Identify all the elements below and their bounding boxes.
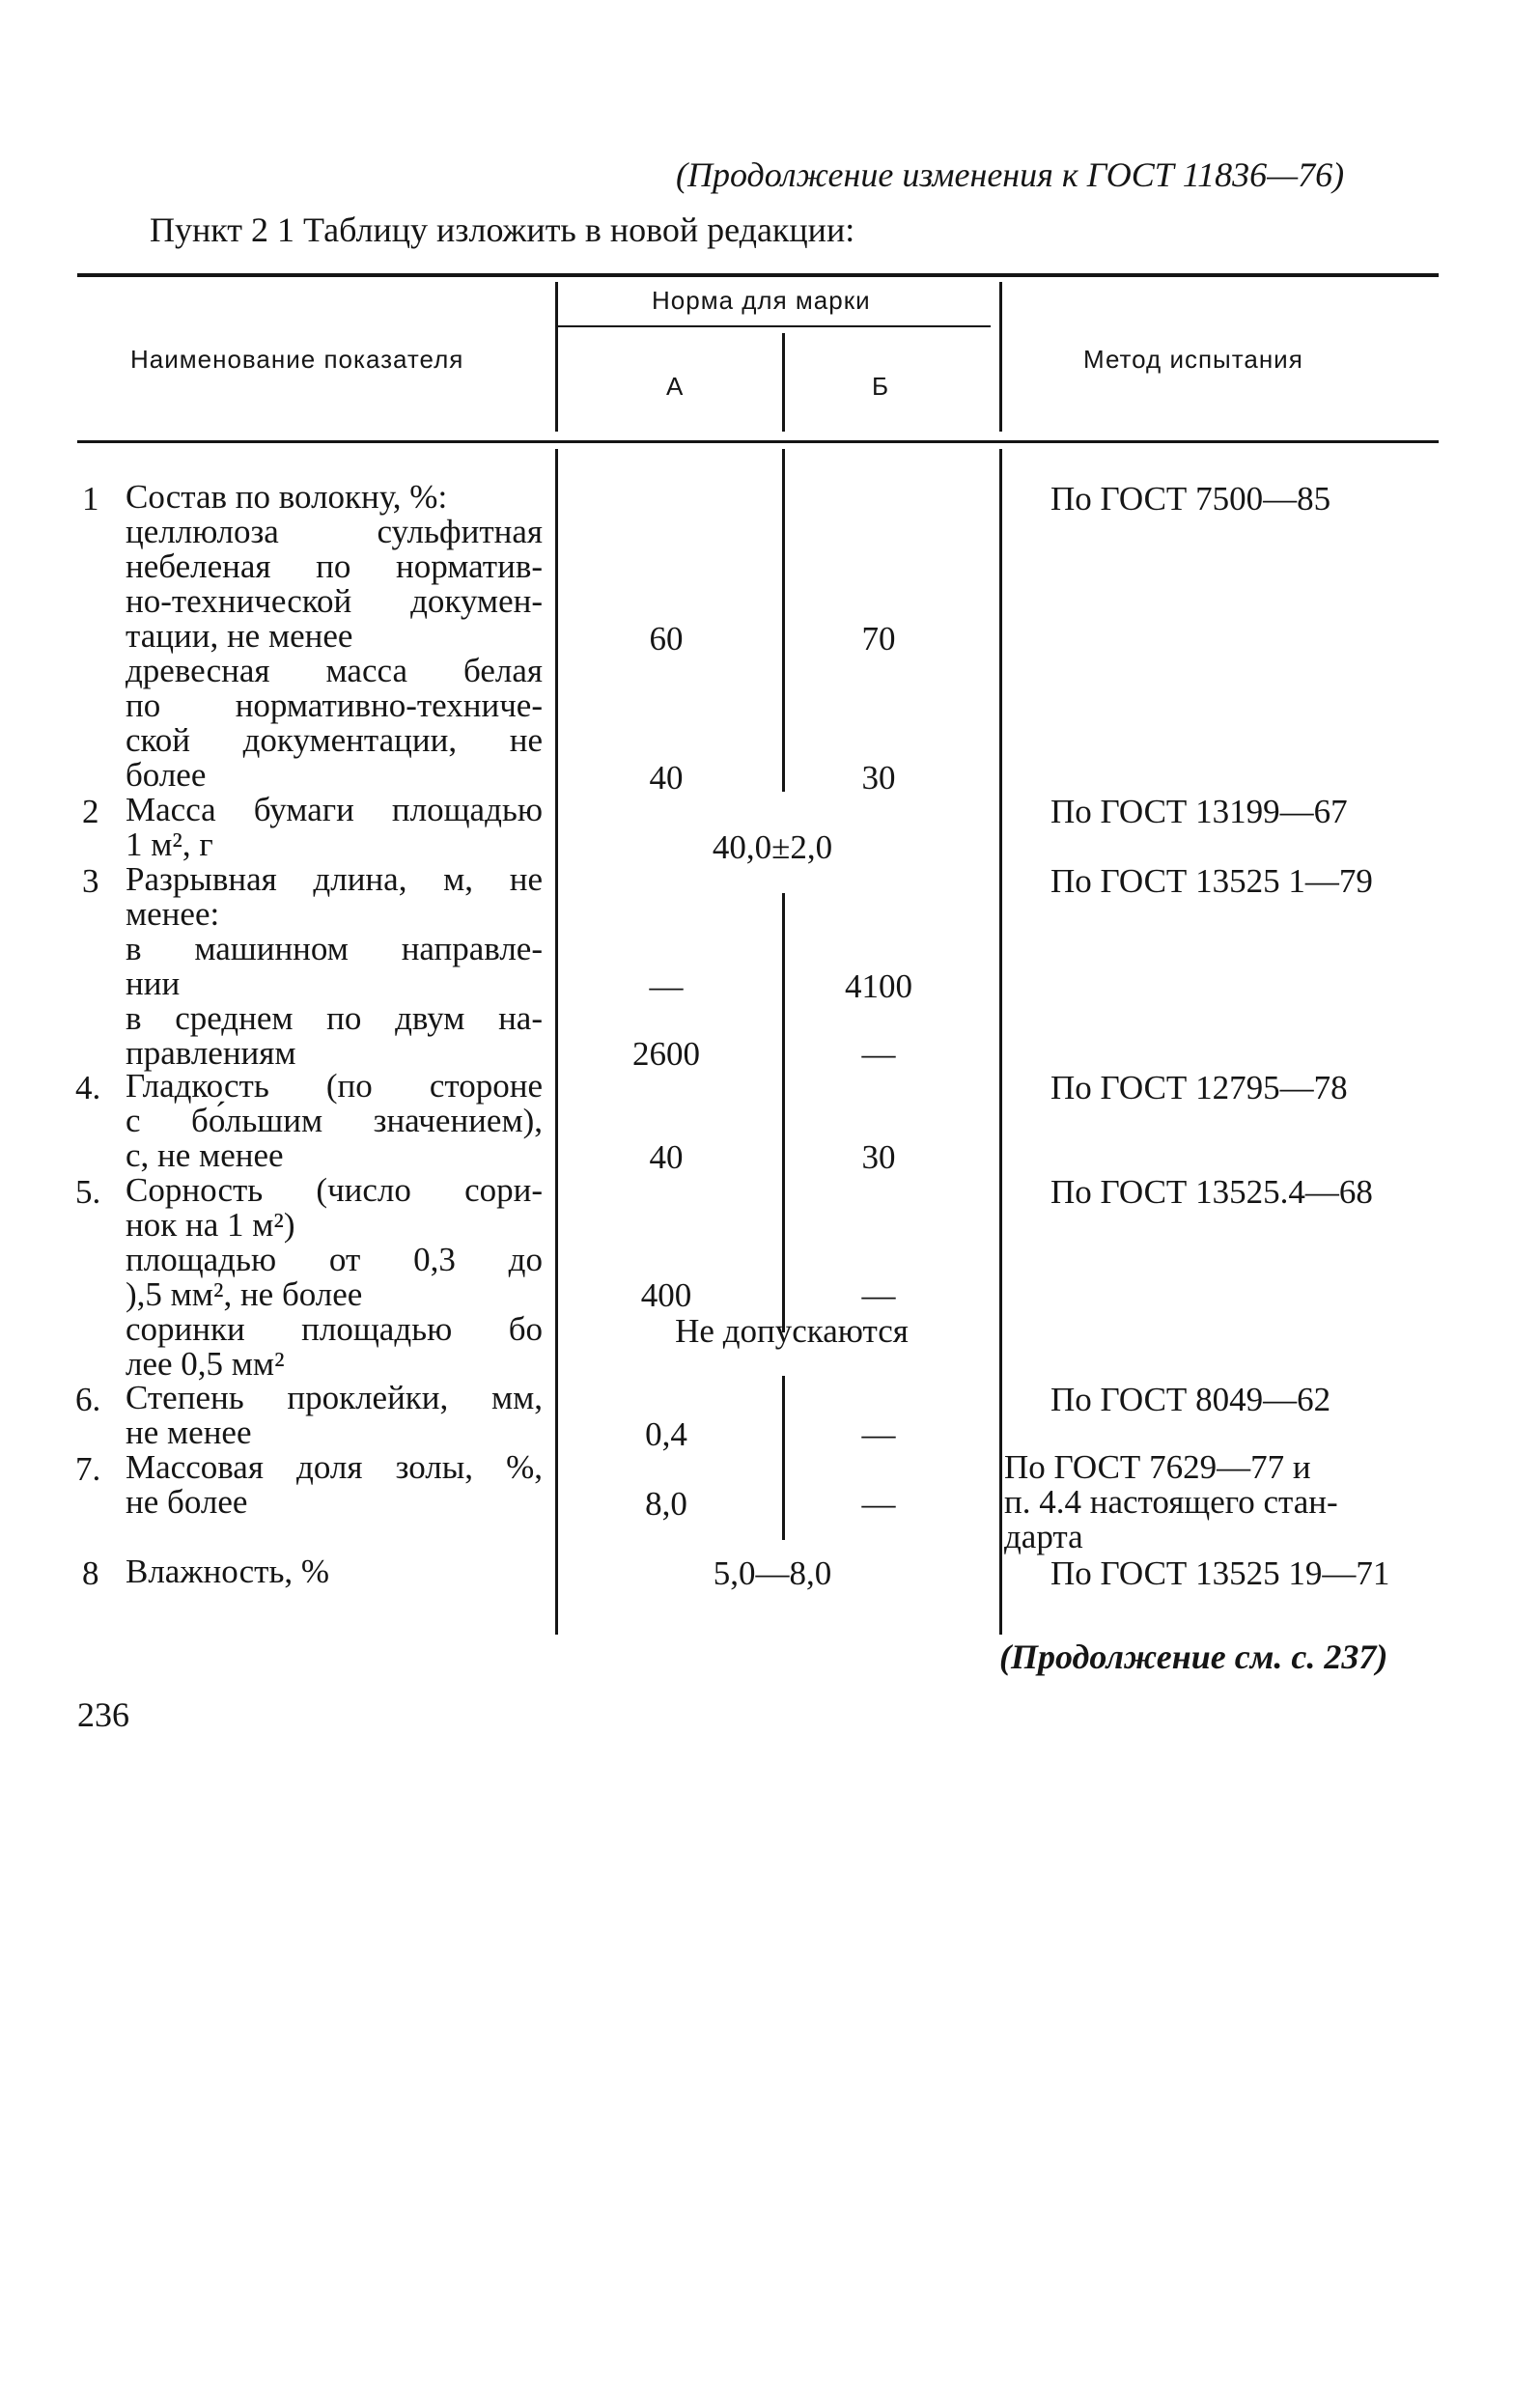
row-number: 7. xyxy=(75,1450,101,1488)
row-name-line: Гладкость (по стороне xyxy=(126,1067,543,1105)
row-name-line: ской документации, не xyxy=(126,721,543,759)
row-name-line: менее: xyxy=(126,895,220,933)
header-divider-1 xyxy=(555,282,558,432)
value-b: — xyxy=(861,1415,896,1453)
row-name-line: Влажность, % xyxy=(126,1553,330,1590)
row-number: 3 xyxy=(82,862,99,900)
value-ab: Не допускаются xyxy=(675,1312,909,1350)
value-ab: 5,0—8,0 xyxy=(713,1554,832,1592)
row-name-line: не более xyxy=(126,1483,248,1521)
row-name xyxy=(126,932,543,1001)
row-name xyxy=(126,862,543,932)
value-b: — xyxy=(861,1276,896,1314)
row-name-line: целлюлоза сульфитная xyxy=(126,513,543,550)
value-b: 4100 xyxy=(845,967,912,1005)
table-header-rule xyxy=(77,440,1439,443)
row-name-line: ),5 мм², не более xyxy=(126,1275,363,1313)
row-method: По ГОСТ 13525 19—71 xyxy=(1050,1554,1390,1592)
row-name-line: Масса бумаги площадью xyxy=(126,791,543,828)
body-divider-ab-2 xyxy=(782,893,785,1332)
intro-text: Пункт 2 1 Таблицу изложить в новой редакции: xyxy=(150,210,855,249)
page-number: 236 xyxy=(77,1695,129,1734)
body-divider-1 xyxy=(555,449,558,1635)
row-name xyxy=(126,793,543,862)
column-header-method: Метод испытания xyxy=(1083,345,1303,374)
value-a: 40 xyxy=(649,759,684,797)
row-name-line: более xyxy=(126,756,207,794)
row-name-line: в среднем по двум на- xyxy=(126,999,543,1037)
method-line xyxy=(1004,1450,1429,1485)
row-name-line: но-технической докумен- xyxy=(126,582,543,620)
row-name-line: с бо́льшим значением), xyxy=(126,1102,543,1139)
column-header-b: Б xyxy=(872,372,890,401)
value-a: 400 xyxy=(640,1276,692,1314)
value-ab: 40,0±2,0 xyxy=(712,828,833,866)
row-name xyxy=(126,515,543,654)
value-a: 40 xyxy=(649,1138,684,1176)
row-name xyxy=(126,1312,543,1382)
row-method: По ГОСТ 13525 1—79 xyxy=(1050,862,1373,900)
row-number: 1 xyxy=(82,480,99,518)
row-name-line: с, не менее xyxy=(126,1136,284,1174)
row-name-line: не менее xyxy=(126,1413,252,1451)
row-method: По ГОСТ 12795—78 xyxy=(1050,1069,1348,1106)
column-header-name: Наименование показателя xyxy=(130,345,464,374)
value-a: 60 xyxy=(649,620,684,658)
header-divider-2 xyxy=(999,282,1002,432)
row-name xyxy=(126,480,543,515)
row-name-line: Степень проклейки, мм, xyxy=(126,1379,543,1416)
row-number: 2 xyxy=(82,793,99,830)
continuation-footer: (Продолжение см. с. 237) xyxy=(999,1637,1388,1676)
column-header-norm: Норма для марки xyxy=(652,286,871,315)
row-name-line: небеленая по норматив- xyxy=(126,547,543,585)
value-a: 0,4 xyxy=(645,1415,687,1453)
row-name xyxy=(126,1381,543,1450)
row-name-line: 1 м², г xyxy=(126,826,213,863)
row-number: 4. xyxy=(75,1069,101,1106)
body-divider-ab-3 xyxy=(782,1376,785,1540)
row-name-line: по нормативно-техниче- xyxy=(126,686,543,724)
row-name xyxy=(126,1173,543,1243)
row-method: По ГОСТ 13199—67 xyxy=(1050,793,1348,830)
value-b: 30 xyxy=(861,1138,896,1176)
row-name-line: Сорность (число сори- xyxy=(126,1171,543,1209)
method-line: п. 4.4 настоящего стан- xyxy=(1004,1483,1338,1521)
row-name-line: площадью от 0,3 до xyxy=(126,1241,543,1278)
table-top-rule xyxy=(77,273,1439,277)
row-method: По ГОСТ 8049—62 xyxy=(1050,1381,1331,1418)
row-number: 6. xyxy=(75,1381,101,1418)
row-name-line: нок на 1 м²) xyxy=(126,1206,295,1244)
row-name xyxy=(126,1069,543,1173)
body-divider-2 xyxy=(999,449,1002,1635)
row-name-line: лее 0,5 мм² xyxy=(126,1345,285,1383)
row-method: По ГОСТ 13525.4—68 xyxy=(1050,1173,1373,1211)
body-divider-ab-1 xyxy=(782,449,785,792)
value-a: 2600 xyxy=(632,1035,700,1073)
row-name xyxy=(126,1450,543,1520)
row-name xyxy=(126,1001,543,1071)
row-name-line: Разрывная длина, м, не xyxy=(126,860,543,898)
value-a: — xyxy=(649,967,684,1005)
header-divider-ab xyxy=(782,333,785,432)
value-a: 8,0 xyxy=(645,1485,687,1523)
row-name-line: Состав по волокну, %: xyxy=(126,478,448,516)
row-name-line: в машинном направле- xyxy=(126,930,543,967)
row-name-line: правлениям xyxy=(126,1034,296,1072)
value-b: 70 xyxy=(861,620,896,658)
value-b: — xyxy=(861,1035,896,1073)
row-method-multiline xyxy=(1004,1450,1429,1554)
row-name-line: тации, не менее xyxy=(126,617,353,655)
continuation-header: (Продолжение изменения к ГОСТ 11836—76) xyxy=(676,155,1345,194)
row-name-line: соринки площадью бо xyxy=(126,1310,543,1348)
row-name-line: Массовая доля золы, %, xyxy=(126,1448,543,1486)
method-line: дарта xyxy=(1004,1518,1083,1555)
row-name xyxy=(126,654,543,793)
row-number: 8 xyxy=(82,1554,99,1592)
method-line-text: По ГОСТ 7629—77 и xyxy=(1004,1448,1311,1486)
row-name xyxy=(126,1554,543,1589)
row-name-line: нии xyxy=(126,965,181,1002)
row-method: По ГОСТ 7500—85 xyxy=(1050,480,1331,518)
row-name-line: древесная масса белая xyxy=(126,652,543,689)
norm-subheader-rule xyxy=(558,325,991,327)
value-b: 30 xyxy=(861,759,896,797)
row-number: 5. xyxy=(75,1173,101,1211)
column-header-a: А xyxy=(666,372,685,401)
row-name xyxy=(126,1243,543,1312)
value-b: — xyxy=(861,1485,896,1523)
